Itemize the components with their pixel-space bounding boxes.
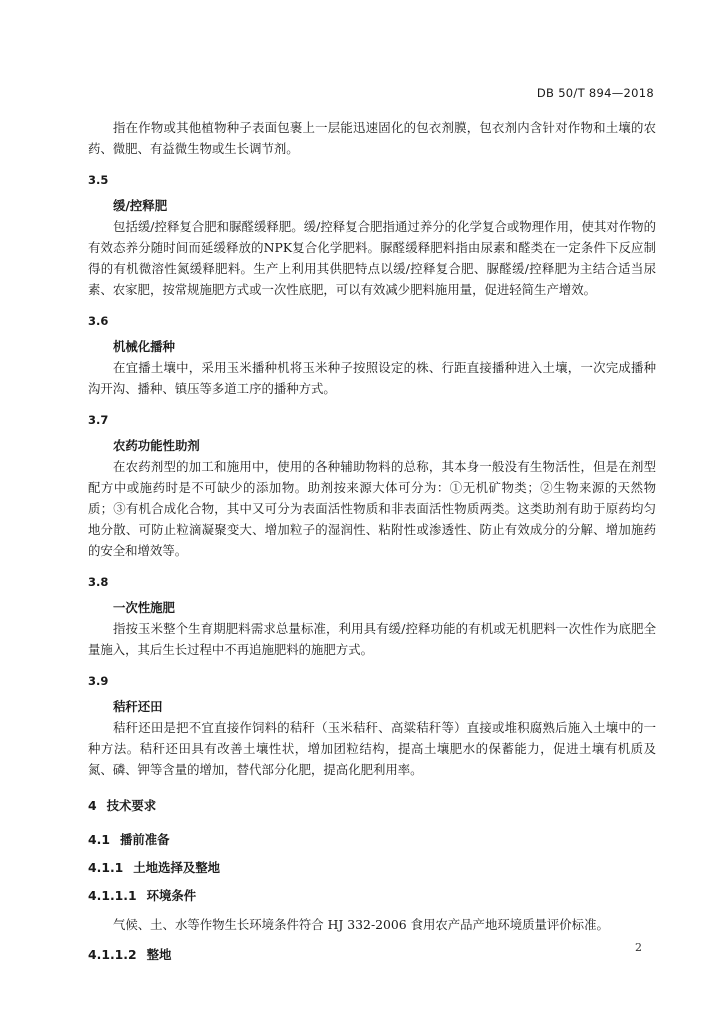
environment-paragraph: 气候、土、水等作物生长环境条件符合 HJ 332-2006 食用农产品产地环境质量评价标准。: [113, 917, 609, 932]
chapter-4-heading: [88, 796, 656, 814]
standard-code: DB 50/T 894—2018: [536, 86, 654, 100]
section-3-6: [88, 314, 656, 399]
heading-title: 土地选择及整地: [133, 860, 221, 875]
section-4-1-1-1-heading: [88, 886, 656, 904]
section-3-9: [88, 674, 656, 780]
section-3-5: [88, 173, 656, 300]
heading-number: 4.1.1.1: [88, 888, 137, 903]
term-title: 机械化播种: [113, 339, 175, 354]
term-definition: 包括缓/控释复合肥和脲醛缓释肥。缓/控释复合肥指通过养分的化学复合或物理作用，使其对作物的有效态养分随时间而延缓释放的NPK复合化学肥料。脲醛缓释肥料指由尿素和醛类在一定条件下反应制得的有机微溶性氮缓释肥料。生产上利用其供肥特点以缓/控释复合肥、脲醛缓/控释肥为主结合适当尿素、农家肥，按常规施肥方式或一次性底肥，可以有效减少肥料施用量，促进轻简生产增效。: [88, 219, 656, 297]
term-definition: 在农药剂型的加工和施用中，使用的各种辅助物料的总称，其本身一般没有生物活性，但是在剂型配方中或施药时是不可缺少的添加物。助剂按来源大体可分为：①无机矿物类；②生物来源的天然物质；③有机合成化合物，其中又可分为表面活性物质和非表面活性物质两类。这类助剂有助于原药均匀地分散、可防止粒滴凝聚变大、增加粒子的湿润性、粘附性或渗透性、防止有效成分的分解、增加施药的安全和增效等。: [88, 459, 656, 558]
term-title: 缓/控释肥: [113, 198, 168, 213]
term-definition: 秸秆还田是把不宜直接作饲料的秸秆（玉米秸秆、高粱秸秆等）直接或堆积腐熟后施入土壤中的一种方法。秸秆还田具有改善土壤性状，增加团粒结构，提高土壤肥水的保蓄能力，促进土壤有机质及氮、磷、钾等含量的增加，替代部分化肥，提高化肥利用率。: [88, 720, 656, 777]
section-3-7: [88, 413, 656, 561]
section-4-1-heading: [88, 830, 656, 848]
section-4-1-1-2-heading: [88, 945, 656, 963]
section-number: 3.7: [88, 413, 109, 427]
section-3-8: [88, 575, 656, 660]
heading-number: 4.1.1.2: [88, 947, 137, 962]
heading-number: 4.1: [88, 832, 110, 847]
heading-title: 整地: [146, 947, 172, 962]
intro-paragraph: 指在作物或其他植物种子表面包裹上一层能迅速固化的包衣剂膜，包衣剂内含针对作物和土壤的农药、微肥、有益微生物或生长调节剂。: [88, 120, 656, 156]
section-4-1-1-heading: [88, 858, 656, 876]
heading-number: 4: [88, 798, 97, 813]
term-definition: 在宜播土壤中，采用玉米播种机将玉米种子按照设定的株、行距直接播种进入土壤，一次完成播种沟开沟、播种、镇压等多道工序的播种方式。: [88, 360, 656, 396]
section-number: 3.8: [88, 575, 109, 589]
term-title: 农药功能性助剂: [113, 438, 200, 453]
term-definition: 指按玉米整个生育期肥料需求总量标准，利用具有缓/控释功能的有机或无机肥料一次性作为底肥全量施入，其后生长过程中不再追施肥料的施肥方式。: [88, 621, 656, 657]
heading-title: 播前准备: [119, 832, 170, 847]
heading-number: 4.1.1: [88, 860, 124, 875]
heading-title: 环境条件: [146, 888, 197, 903]
page-number: 2: [635, 941, 642, 954]
page-content: [88, 117, 656, 973]
section-number: 3.5: [88, 173, 109, 187]
heading-title: 技术要求: [106, 798, 157, 813]
section-number: 3.9: [88, 674, 109, 688]
section-number: 3.6: [88, 314, 109, 328]
term-title: 一次性施肥: [113, 600, 175, 615]
term-title: 秸秆还田: [113, 699, 163, 714]
